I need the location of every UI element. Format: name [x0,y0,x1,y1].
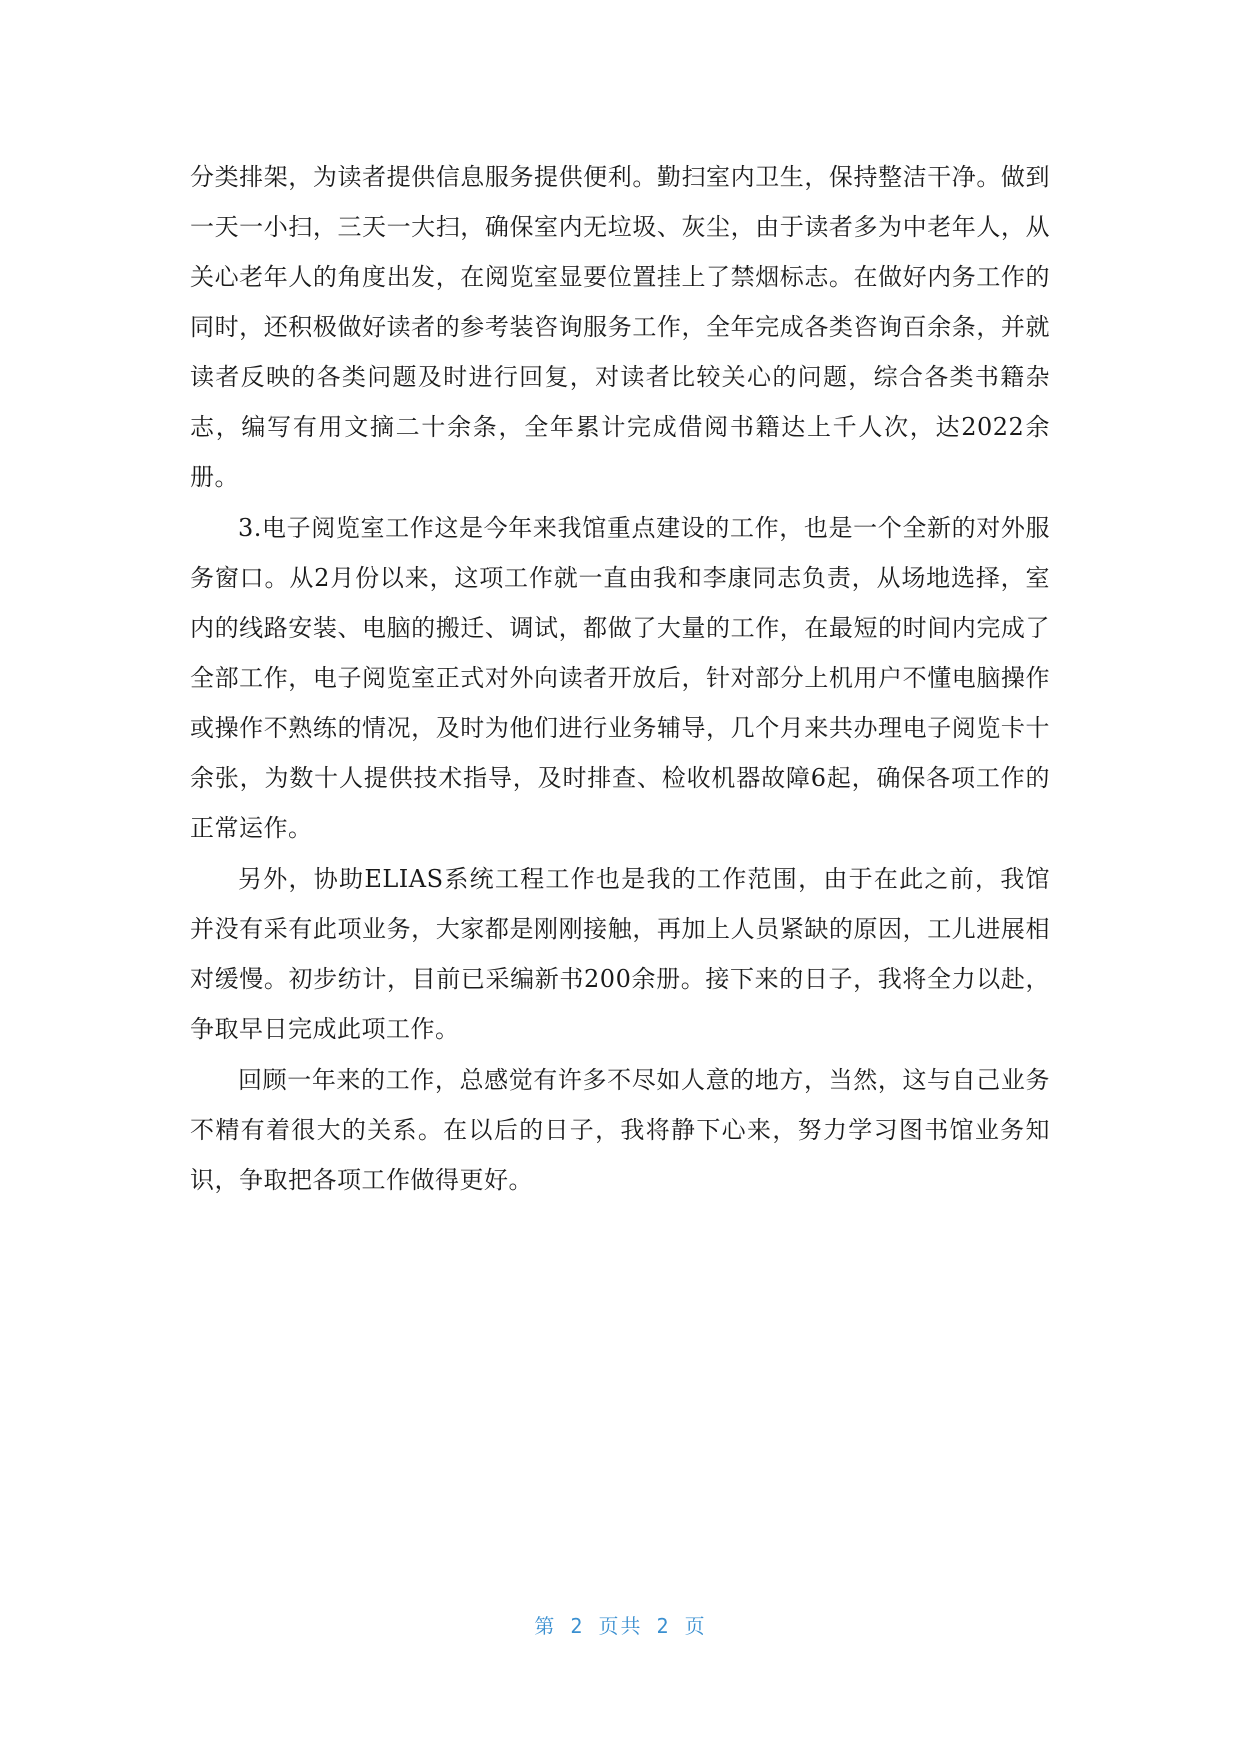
document-body [190,152,1050,1206]
page-footer [0,1610,1241,1639]
paragraph-review: 回顾一年来的工作，总感觉有许多不尽如人意的地方，当然，这与自己业务不精有着很大的关系。在以后的日子，我将静下心来，努力学习图书馆业务知识，争取把各项工作做得更好。 [190,1066,1050,1194]
paragraph-elias-system: 另外，协助ELIAS系统工程工作也是我的工作范围，由于在此之前，我馆并没有采有此项业务，大家都是刚刚接触，再加上人员紧缺的原因，工儿进展相对缓慢。初步纺计，目前已采编新书200余册。接下来的日子，我将全力以赴，争取早日完成此项工作。 [190,865,1050,1043]
paragraph-electronic-reading-room: 3.电子阅览室工作这是今年来我馆重点建设的工作，也是一个全新的对外服务窗口。从2月份以来，这项工作就一直由我和李康同志负责，从场地选择，室内的线路安装、电脑的搬迁、调试，都做了大量的工作，在最短的时间内完成了全部工作，电子阅览室正式对外向读者开放后，针对部分上机用户不懂电脑操作或操作不熟练的情况，及时为他们进行业务辅导，几个月来共办理电子阅览卡十余张，为数十人提供技术指导，及时排查、检收机器故障6起，确保各项工作的正常运作。 [190,514,1050,842]
page-number-label: 第 2 页共 2 页 [534,1614,707,1638]
paragraph-reading-room-service: 分类排架，为读者提供信息服务提供便利。勤扫室内卫生，保持整洁干净。做到一天一小扫，三天一大扫，确保室内无垃圾、灰尘，由于读者多为中老年人，从关心老年人的角度出发，在阅览室显要位置挂上了禁烟标志。在做好内务工作的同时，还积极做好读者的参考装咨询服务工作，全年完成各类咨询百余条，并就读者反映的各类问题及时进行回复，对读者比较关心的问题，综合各类书籍杂志，编写有用文摘二十余条，全年累计完成借阅书籍达上千人次，达2022余册。 [190,163,1050,491]
